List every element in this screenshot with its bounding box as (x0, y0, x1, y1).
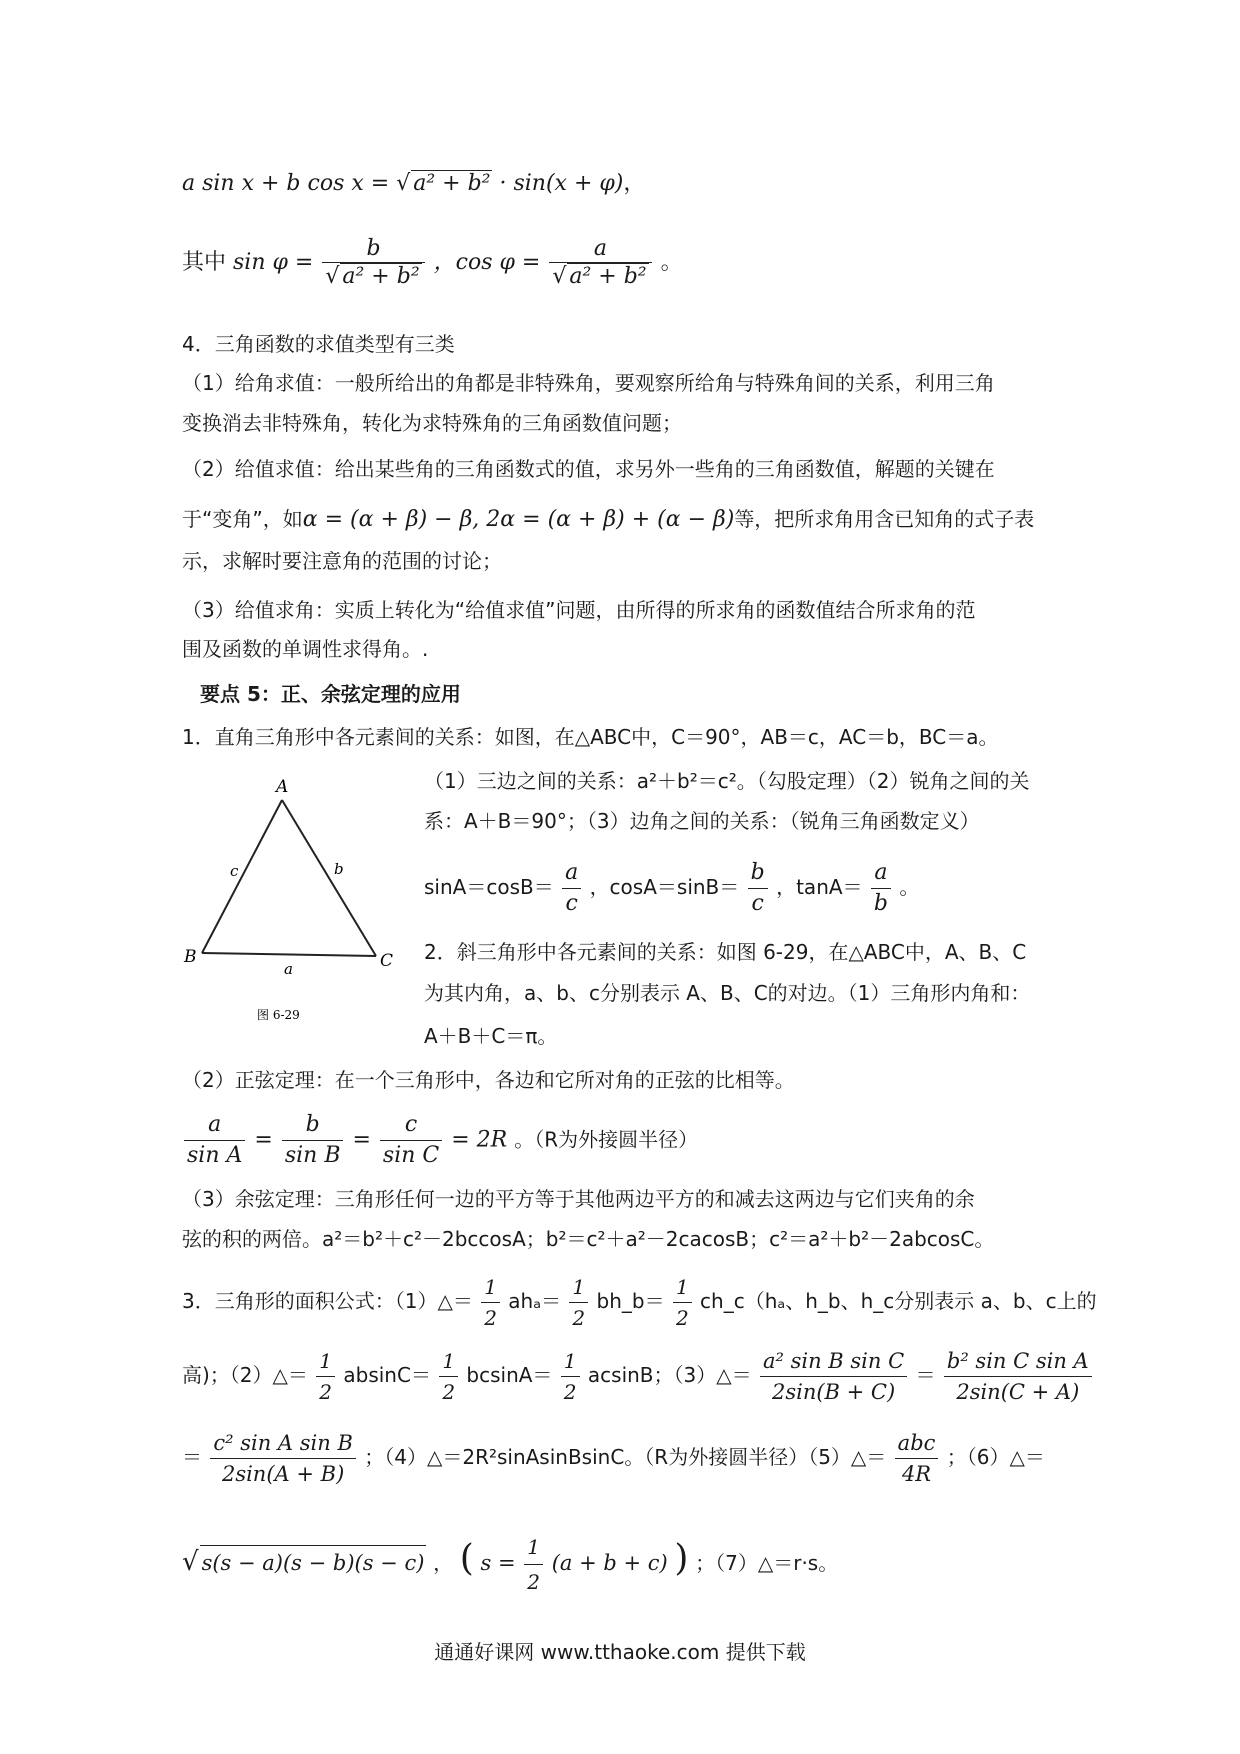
figure-caption: 图 6-29 (257, 1008, 300, 1022)
sqrt-expression: a² + b² (413, 171, 491, 196)
side-a-label: a (284, 960, 293, 978)
area-fraction-3: $\frac{\text{c² sin A sin B}}{2\sin(A + B)}$ (210, 1428, 356, 1489)
right-triangle-line: 1．直角三角形中各元素间的关系：如图，在△ABC中，C＝90°，AB＝c，AC＝b，BC＝a。 (182, 725, 999, 749)
vertex-a-label: A (276, 777, 289, 797)
sine-law-formula: $\frac{a}{\text{sin A}}$ = $\frac{b}{\text{sin B}}$ = $\frac{c}{\text{sin C}}$ = 2R 。（R为外接圆半径） (182, 1110, 698, 1171)
trig-ratio-line: sinA＝cosB＝ $\frac{a}{c}$ ，cosA＝sinB＝ $\frac{b}{c}$ ，tanA＝ $\frac{a}{b}$ 。 (424, 858, 919, 919)
heron-formula: √ s(s − a)(s − b)(s − c) ， ( s = $\frac{1}{2}$ (a + b + c) ) ；（7）△＝r·s。 (182, 1530, 838, 1599)
fraction-a-over-b: $\frac{a}{b}$ (871, 858, 891, 919)
area-fraction-2: $\frac{\text{b² sin C sin A}}{2\sin(C + A)}$ (944, 1346, 1092, 1407)
formula-phi-definition: 其中 sin φ = $\frac{b}{\text{√ a² + b²}}$ ，cos φ = $\frac{a}{\text{√ a² + b²}}$ 。 (182, 236, 683, 289)
oblique-triangle-sides: 为其内角，a、b、c分别表示 A、B、C的对边。（1）三角形内角和： (424, 981, 1031, 1005)
fraction-abc-over-4r: $\frac{\text{abc}}{4R}$ (895, 1428, 939, 1489)
right-triangle-angles: 系：A＋B＝90°；（3）边角之间的关系：（锐角三角函数定义） (424, 809, 980, 833)
vertex-c-label: C (380, 951, 394, 971)
formula-auxiliary-angle: a sin x + b cos x = √ a² + b² · sin(x + φ)， (182, 171, 646, 196)
vertex-b-label: B (184, 947, 197, 967)
triangle-figure (180, 770, 410, 1030)
right-triangle-sides: （1）三边之间的关系：a²＋b²＝c²。（勾股定理）（2）锐角之间的关 (424, 769, 1030, 793)
paragraph-2b: 于“变角”，如α = (α + β) − β, 2α = (α + β) + (α − β)等，把所求角用含已知角的式子表 (182, 507, 1035, 532)
paragraph-3a: （3）给值求角：实质上转化为“给值求值”问题，由所得的所求角的函数值结合所求角的范 (182, 598, 976, 622)
section-4-title: 4．三角函数的求值类型有三类 (182, 332, 455, 356)
angle-sum-line: A＋B＋C＝π。 (424, 1024, 558, 1048)
paragraph-2c: 示，求解时要注意角的范围的讨论； (182, 549, 502, 573)
paragraph-3b: 围及函数的单调性求得角。. (182, 637, 429, 661)
fraction-a-over-c: $\frac{a}{c}$ (562, 858, 581, 919)
sine-law-description: （2）正弦定理：在一个三角形中，各边和它所对角的正弦的比相等。 (182, 1068, 795, 1092)
area-formula-1: 3．三角形的面积公式：（1）△＝ $\frac{1}{2}$ ahₐ＝ $\frac{1}{2}$ bh_b＝ $\frac{1}{2}$ ch_c（hₐ、h_b、h_c分别表示 a、b、c上的 (182, 1272, 1097, 1333)
paragraph-1b: 变换消去非特殊角，转化为求特殊角的三角函数值问题； (182, 411, 682, 435)
area-fraction-1: $\frac{\text{a² sin B sin C}}{2\sin(B + C)}$ (760, 1346, 907, 1407)
side-c-label: c (230, 862, 239, 880)
area-formula-3: ＝ $\frac{\text{c² sin A sin B}}{2\sin(A + B)}$ ；（4）△＝2R²sinAsinBsinC。（R为外接圆半径）（5）△＝ $\frac{\text{abc}}{4R}$ ；（6）△＝ (182, 1428, 1045, 1489)
paragraph-2a: （2）给值求值：给出某些角的三角函数式的值，求另外一些角的三角函数值，解题的关键在 (182, 457, 995, 481)
paragraph-1a: （1）给角求值：一般所给出的角都是非特殊角，要观察所给角与特殊角间的关系，利用三角 (182, 371, 995, 395)
oblique-triangle-line: 2．斜三角形中各元素间的关系：如图 6-29，在△ABC中，A、B、C (424, 940, 1027, 964)
fraction-sin-phi: $\frac{b}{\text{√ a² + b²}}$ (322, 236, 424, 290)
side-b-label: b (334, 860, 344, 878)
cosine-law-formula: 弦的积的两倍。a²＝b²＋c²－2bccosA；b²＝c²＋a²－2cacosB；c²＝a²＋b²－2abcosC。 (182, 1227, 995, 1251)
cosine-law-description: （3）余弦定理：三角形任何一边的平方等于其他两边平方的和减去这两边与它们夹角的余 (182, 1187, 975, 1211)
section-5-heading: 要点 5：正、余弦定理的应用 (200, 682, 461, 706)
fraction-cos-phi: $\frac{a}{\text{√ a² + b²}}$ (549, 236, 651, 290)
angle-transform-formula: α = (α + β) − β, 2α = (α + β) + (α − β) (302, 507, 735, 532)
area-formula-2: 高)；（2）△＝ $\frac{1}{2}$ absinC＝ $\frac{1}{2}$ bcsinA＝ $\frac{1}{2}$ acsinB；（3）△＝ $\frac{\text{a² sin B sin C}}{2\sin(B + C)}$ ＝ $\frac{\text{b² sin C sin A}}{2\sin(C + A)}$ (182, 1346, 1094, 1407)
fraction-b-over-c: $\frac{b}{c}$ (748, 858, 768, 919)
footer-text: 通通好课网 www.tthaoke.com 提供下载 (434, 1640, 806, 1664)
